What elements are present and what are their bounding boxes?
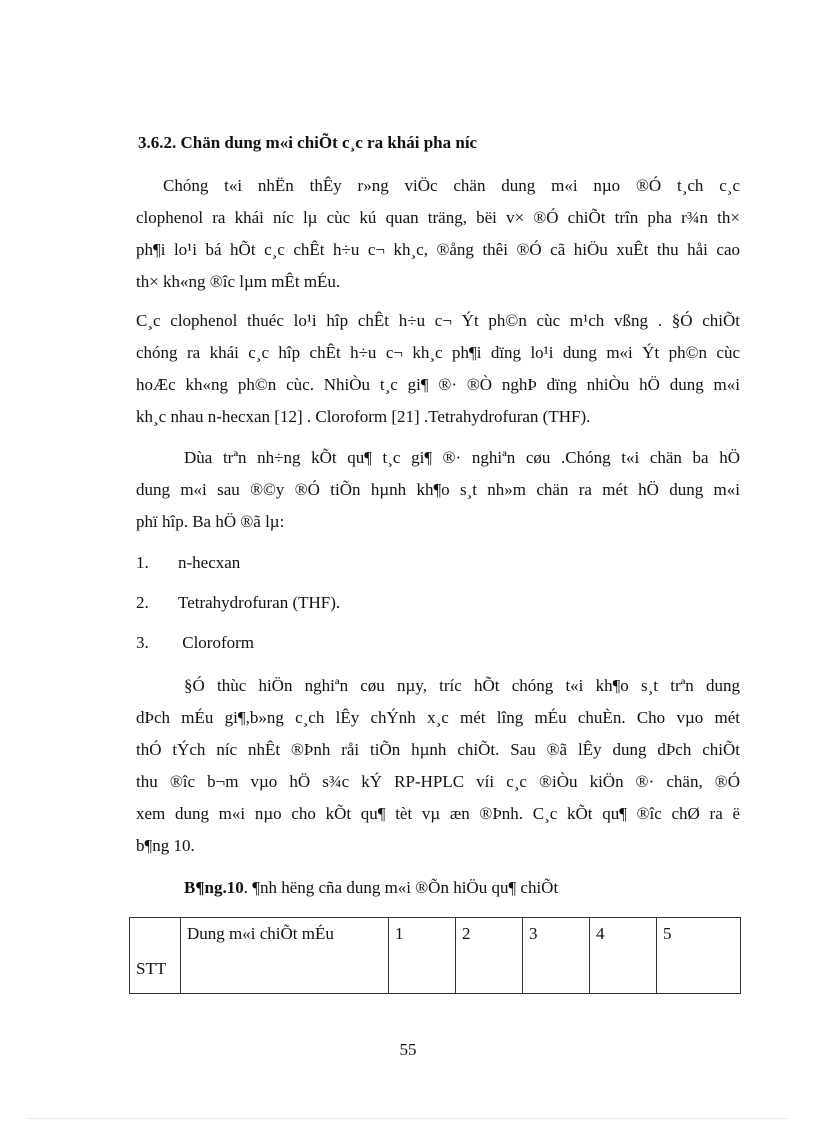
- list-item: [136, 553, 240, 573]
- list-item-text: n-hecxan: [178, 553, 241, 572]
- table-header-stt: STT: [130, 918, 181, 994]
- paragraph-3-line: dung m«i sau ®©y ®Ó tiÕn hµnh kh¶o s¸t nh»m chän ra mét hÖ dung m«i: [136, 480, 740, 499]
- paragraph-2-line: hoÆc kh«ng ph©n cùc. NhiÒu t¸c gi¶ ®· ®Ò nghÞ dïng nhiÒu hÖ dung m«i: [136, 375, 740, 394]
- paragraph-1-line: th× kh«ng ®îc lµm mÊt mÉu.: [136, 272, 341, 291]
- table-header-col-2: 2: [456, 918, 523, 994]
- paragraph-1-line: clophenol ra khái níc lµ cùc kú quan träng, bëi v× ®Ó chiÕt trîn pha r¾n th×: [136, 208, 740, 227]
- list-item-number: 2.: [136, 593, 149, 612]
- paragraph-3: [136, 442, 740, 538]
- list-item: [136, 633, 254, 653]
- list-item-number: 1.: [136, 553, 149, 572]
- results-table: [129, 917, 741, 994]
- paragraph-4: [136, 670, 740, 862]
- table-header-col-1: 1: [389, 918, 456, 994]
- paragraph-4-line: §Ó thùc hiÖn nghiªn cøu nµy, tríc hÕt chóng t«i kh¶o s¸t trªn dung: [184, 676, 740, 695]
- list-item-text: Tetrahydrofuran (THF).: [178, 593, 341, 612]
- section-heading: 3.6.2. Chän dung m«i chiÕt c¸c ra khái pha níc: [138, 133, 478, 152]
- paragraph-4-line: dÞch mÉu gi¶,b»ng c¸ch lÊy chÝnh x¸c mét lîng mÉu chuÈn. Cho vµo mét: [136, 708, 740, 727]
- table-header-solvent: Dung m«i chiÕt mÉu: [181, 918, 389, 994]
- table-caption: [184, 878, 558, 898]
- paragraph-1: [136, 170, 740, 298]
- list-item-text: Cloroform: [178, 633, 255, 652]
- paragraph-1-line: ph¶i lo¹i bá hÕt c¸c chÊt h÷u c¬ kh¸c, ®ång thêi ®Ó cã hiÖu xuÊt thu håi cao: [136, 240, 740, 259]
- table-caption-text: . ¶nh hëng cña dung m«i ®Õn hiÖu qu¶ chiÕt: [243, 878, 559, 897]
- paragraph-3-line: Dùa trªn nh÷ng kÕt qu¶ t¸c gi¶ ®· nghiªn cøu .Chóng t«i chän ba hÖ: [184, 448, 740, 467]
- paragraph-1-line: Chóng t«i nhËn thÊy r»ng viÖc chän dung m«i nµo ®Ó t¸ch c¸c: [163, 176, 740, 195]
- paragraph-2-line: kh¸c nhau n-hecxan [12] . Cloroform [21] .Tetrahydrofuran (THF).: [136, 407, 591, 426]
- table-caption-label: B¶ng.10: [184, 878, 244, 897]
- paragraph-4-line: xem dung m«i nµo cho kÕt qu¶ tèt vµ æn ®Þnh. C¸c kÕt qu¶ ®îc chØ ra ë: [136, 804, 740, 823]
- page-bottom-divider: [28, 1118, 788, 1119]
- paragraph-2-line: C¸c clophenol thuéc lo¹i hîp chÊt h÷u c¬ Ýt ph©n cùc m¹ch vßng . §Ó chiÕt: [136, 311, 740, 330]
- list-item-number: 3.: [136, 633, 149, 652]
- paragraph-2: [136, 305, 740, 433]
- table-header-col-5: 5: [657, 918, 741, 994]
- paragraph-4-line: thÓ tÝch níc nhÊt ®Þnh råi tiÕn hµnh chiÕt. Sau ®ã lÊy dung dÞch chiÕt: [136, 740, 740, 759]
- table-header-col-4: 4: [590, 918, 657, 994]
- paragraph-3-line: phï hîp. Ba hÖ ®ã lµ:: [136, 512, 285, 531]
- paragraph-4-line: thu ®îc b¬m vµo hÖ s¾c kÝ RP-HPLC víi c¸c ®iÒu kiÖn ®· chän, ®Ó: [136, 772, 740, 791]
- page-number: 55: [399, 1040, 417, 1059]
- paragraph-2-line: chóng ra khái c¸c hîp chÊt h÷u c¬ kh¸c ph¶i dïng lo¹i dung m«i Ýt ph©n cùc: [136, 343, 740, 362]
- list-item: [136, 593, 340, 613]
- table-row: [130, 918, 741, 994]
- paragraph-4-line: b¶ng 10.: [136, 836, 195, 855]
- table-header-col-3: 3: [523, 918, 590, 994]
